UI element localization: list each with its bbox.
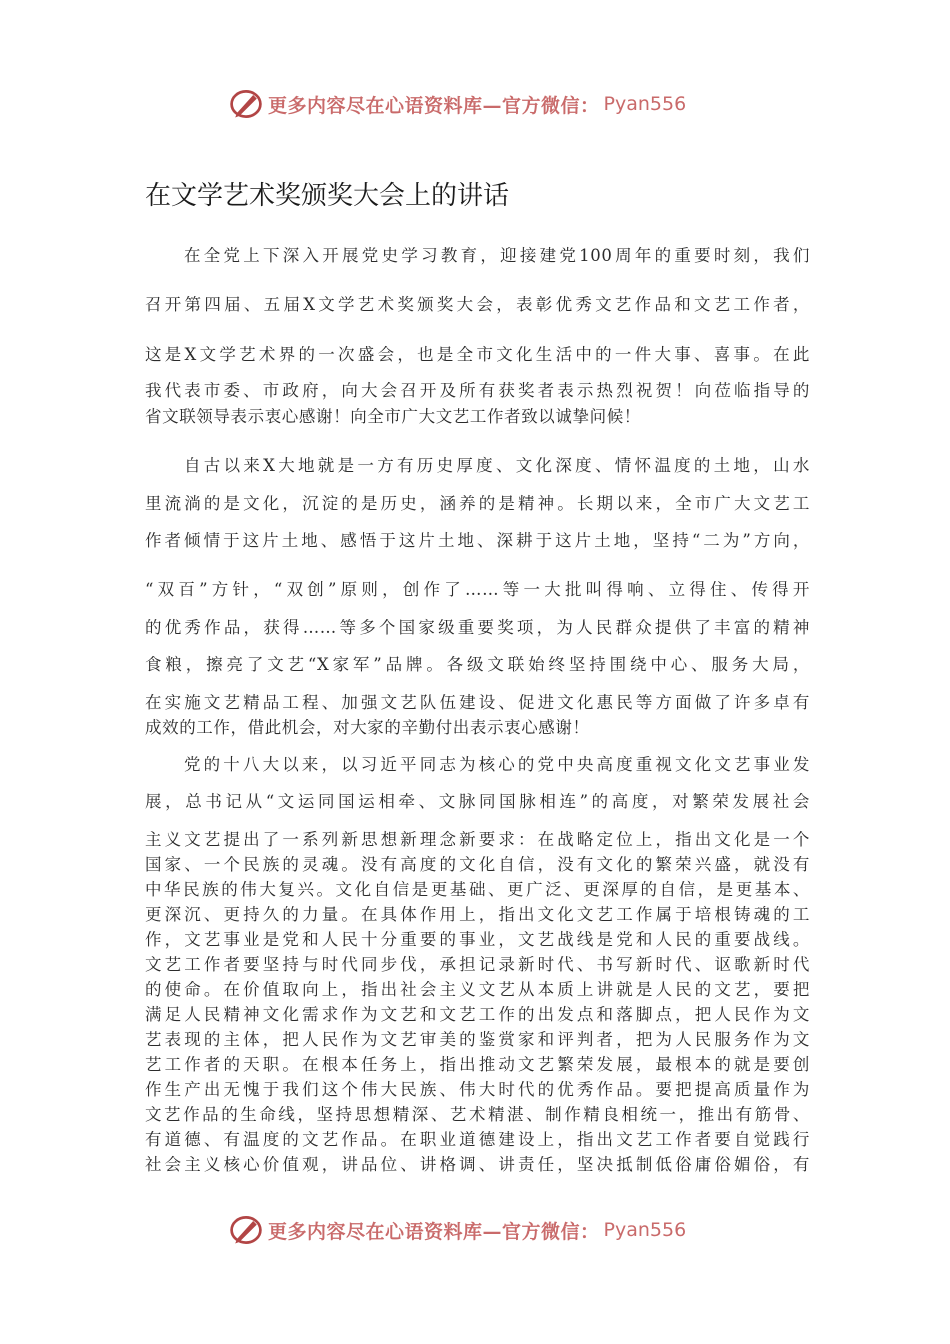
text-line: 的使命。在价值取向上，指出社会主义文艺从本质上讲就是人民的文艺，要把: [145, 980, 810, 999]
text-line: 召开第四届、五届X文学艺术奖颁奖大会，表彰优秀文艺作品和文艺工作者，: [145, 295, 810, 314]
watermark-text: 更多内容尽在心语资料库—官方微信：: [268, 94, 600, 117]
watermark-wechat-id: Pyan556: [603, 1219, 687, 1241]
text-line: 这是X文学艺术界的一次盛会，也是全市文化生活中的一件大事、喜事。在此: [145, 345, 810, 364]
text-line: 食粮，擦亮了文艺“X家军”品牌。各级文联始终坚持围绕中心、服务大局，: [145, 655, 810, 674]
text-line: 社会主义核心价值观，讲品位、讲格调、讲责任，坚决抵制低俗庸俗媚俗，有: [145, 1155, 810, 1174]
watermark-wechat-id: Pyan556: [603, 93, 687, 115]
text-line: 满足人民精神文化需求作为文艺和文艺工作的出发点和落脚点，把人民作为文: [145, 1005, 810, 1024]
watermark-banner-top: [228, 84, 748, 124]
text-line: 主义文艺提出了一系列新思想新理念新要求：在战略定位上，指出文化是一个: [145, 830, 810, 849]
text-line: 作者倾情于这片土地、感悟于这片土地、深耕于这片土地，坚持“二为”方向，: [145, 531, 810, 550]
pen-logo-icon: [228, 86, 264, 122]
text-line: 作，文艺事业是党和人民十分重要的事业，文艺战线是党和人民的重要战线。: [145, 930, 810, 949]
text-line: 文艺作品的生命线，坚持思想精深、艺术精湛、制作精良相统一，推出有筋骨、: [145, 1105, 810, 1124]
text-line: 在实施文艺精品工程、加强文艺队伍建设、促进文化惠民等方面做了许多卓有: [145, 693, 810, 712]
text-line: 党的十八大以来，以习近平同志为核心的党中央高度重视文化文艺事业发: [184, 755, 810, 774]
text-line: 的优秀作品，获得……等多个国家级重要奖项，为人民群众提供了丰富的精神: [145, 618, 810, 637]
text-line: 国家、一个民族的灵魂。没有高度的文化自信，没有文化的繁荣兴盛，就没有: [145, 855, 810, 874]
text-line: 我代表市委、市政府，向大会召开及所有获奖者表示热烈祝贺！向莅临指导的: [145, 381, 810, 400]
text-line: 在全党上下深入开展党史学习教育，迎接建党100周年的重要时刻，我们: [184, 246, 810, 265]
text-line: 作生产出无愧于我们这个伟大民族、伟大时代的优秀作品。要把提高质量作为: [145, 1080, 810, 1099]
text-line: 里流淌的是文化，沉淀的是历史，涵养的是精神。长期以来，全市广大文艺工: [145, 494, 810, 513]
text-line: 有道德、有温度的文艺作品。在职业道德建设上，指出文艺工作者要自觉践行: [145, 1130, 810, 1149]
text-line: 文艺工作者要坚持与时代同步伐，承担记录新时代、书写新时代、讴歌新时代: [145, 955, 810, 974]
document-title: 在文学艺术奖颁奖大会上的讲话: [145, 181, 510, 211]
text-line: 中华民族的伟大复兴。文化自信是更基础、更广泛、更深厚的自信，是更基本、: [145, 880, 810, 899]
text-line: 艺工作者的天职。在根本任务上，指出推动文艺繁荣发展，最根本的就是要创: [145, 1055, 810, 1074]
text-line: 展，总书记从“文运同国运相牵、文脉同国脉相连”的高度，对繁荣发展社会: [145, 792, 810, 811]
watermark-text: 更多内容尽在心语资料库—官方微信：: [268, 1220, 600, 1243]
text-line: 艺表现的主体，把人民作为文艺审美的鉴赏家和评判者，把为人民服务作为文: [145, 1030, 810, 1049]
pen-logo-icon: [228, 1212, 264, 1248]
text-line: 成效的工作，借此机会，对大家的辛勤付出表示衷心感谢！: [145, 718, 590, 737]
text-line: “双百”方针，“双创”原则，创作了……等一大批叫得响、立得住、传得开: [145, 580, 810, 599]
text-line: 自古以来X大地就是一方有历史厚度、文化深度、情怀温度的土地，山水: [184, 456, 810, 475]
text-line: 更深沉、更持久的力量。在具体作用上，指出文化文艺工作属于培根铸魂的工: [145, 905, 810, 924]
text-line: 省文联领导表示衷心感谢！向全市广大文艺工作者致以诚挚问候！: [145, 407, 641, 426]
watermark-banner-bottom: [228, 1210, 748, 1250]
